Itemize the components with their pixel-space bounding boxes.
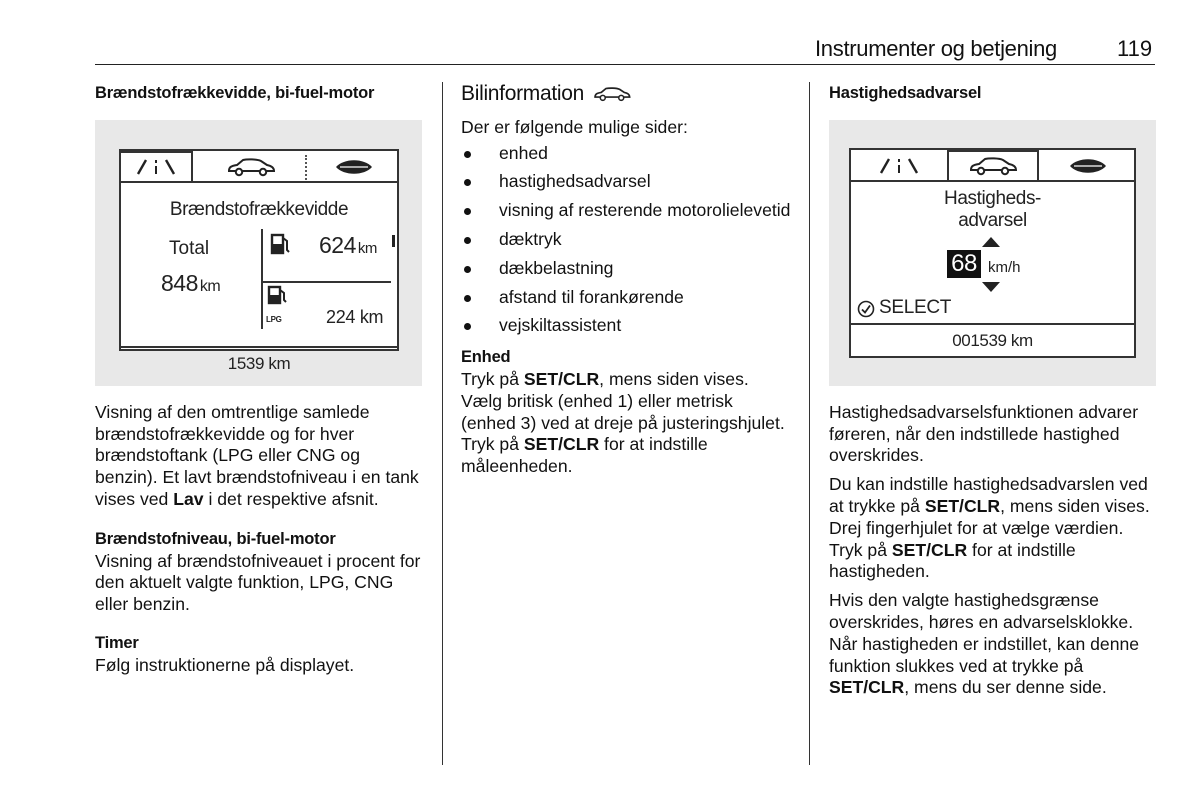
lpg-label: LPG xyxy=(266,314,282,324)
odometer-divider xyxy=(121,346,397,348)
speed-warning-figure xyxy=(829,120,1156,386)
display-title-line1: Hastigheds- xyxy=(944,187,1041,209)
odometer: 001539 km xyxy=(952,330,1033,350)
car-icon xyxy=(967,156,1019,176)
tank1-range-value: 624 xyxy=(319,231,356,258)
tabs-underline xyxy=(193,181,397,183)
road-icon xyxy=(877,157,921,175)
tabs-underline-right xyxy=(1039,180,1134,182)
speed-warning-setting: Du kan indstille hastighedsadvarslen ved at trykke på SET/CLR, mens siden vises. Drej fingerhjulet for at vælge værdien. Tryk på SET/CLR for at indstille hastigheden. xyxy=(829,474,1150,582)
vehicle-info-title: Bilinformation xyxy=(461,82,585,105)
total-range-value: 848 xyxy=(161,269,198,296)
arrow-down-icon xyxy=(981,281,1001,293)
tabs-underline-left xyxy=(851,180,947,182)
header-rule xyxy=(95,64,1155,65)
leaf-icon xyxy=(1068,157,1108,175)
fuel-range-figure xyxy=(95,120,422,386)
list-item: vejskiltassistent xyxy=(461,315,791,337)
section-title: Instrumenter og betjening xyxy=(815,36,1057,61)
total-range xyxy=(161,269,221,298)
timer-description: Følg instruktionerne på displayet. xyxy=(95,654,355,675)
tank-divider-vertical xyxy=(261,229,263,329)
fuel-pump-icon xyxy=(269,233,291,257)
list-item: hastighedsadvarsel xyxy=(461,171,791,193)
tank2-range: 224 km xyxy=(326,306,384,327)
speed-warning-heading: Hastighedsadvarsel xyxy=(829,84,982,102)
column-divider-2 xyxy=(809,82,810,765)
tab-trip xyxy=(119,151,193,183)
pages-intro: Der er følgende mulige sider: xyxy=(461,116,688,137)
pages-list xyxy=(461,143,791,338)
tank-divider-horizontal xyxy=(261,281,391,283)
timer-heading: Timer xyxy=(95,633,139,652)
column-divider-1 xyxy=(442,82,443,765)
list-item: dæktryk xyxy=(461,229,791,251)
list-item: visning af resterende motorolielevetid xyxy=(461,200,791,222)
leaf-icon xyxy=(334,158,374,176)
arrow-up-icon xyxy=(981,236,1001,248)
fuel-level-description: Visning af brændstofniveauet i procent for den aktuelt valgte funktion, LPG, CNG eller benzin. xyxy=(95,550,421,615)
fuel-range-heading: Brændstofrækkevidde, bi-fuel-motor xyxy=(95,84,375,102)
tab-vehicle xyxy=(947,150,1039,182)
total-label: Total xyxy=(169,237,210,259)
tank1-range xyxy=(319,231,377,260)
display-tabs xyxy=(851,150,1134,182)
column-2 xyxy=(461,83,791,478)
page-number: 119 xyxy=(1117,36,1153,61)
display-tabs xyxy=(121,151,397,183)
speed-unit: km/h xyxy=(988,258,1021,276)
vehicle-info-heading xyxy=(461,83,791,105)
display-title-line2: advarsel xyxy=(958,209,1027,231)
odometer: 1539 km xyxy=(227,353,291,373)
list-item: afstand til forankørende xyxy=(461,287,791,309)
speed-value-box: 68 xyxy=(947,250,981,278)
display-scrollbar xyxy=(392,235,395,247)
display-title: Brændstofrækkevidde xyxy=(169,198,349,220)
odometer-divider xyxy=(851,323,1134,325)
speed-warning-description: Hastighedsadvarselsfunktionen advarer føreren, når den indstillede hastighed overskrides. xyxy=(829,401,1139,466)
list-item: enhed xyxy=(461,143,791,165)
road-icon xyxy=(134,158,178,176)
fuel-level-heading: Brændstofniveau, bi-fuel-motor xyxy=(95,529,336,548)
fuel-range-description: Visning af den omtrentlige samlede brændstofrækkevidde og for hver brændstoftank (LPG eller CNG og benzin). Et lavt brændstofniveau i en tank vises ved Lav i det respektive afsnit. xyxy=(95,401,419,509)
select-label: SELECT xyxy=(879,296,952,318)
car-icon xyxy=(225,157,277,177)
list-item: dækbelastning xyxy=(461,258,791,280)
check-circle-icon xyxy=(857,300,875,318)
car-icon xyxy=(592,85,632,103)
column-1 xyxy=(95,83,425,677)
unit-heading: Enhed xyxy=(461,348,511,367)
tank1-range-unit: km xyxy=(357,239,377,257)
tab-trip xyxy=(853,150,945,182)
tab-eco xyxy=(311,151,397,183)
speed-warning-exceeded: Hvis den valgte hastighedsgrænse overskrides, høres en advarselsklokke. Når hastigheden er indstillet, kan denne funktion slukkes ved at trykke på SET/CLR, mens du ser denne side. xyxy=(829,590,1140,698)
fuel-range-display xyxy=(119,149,399,373)
tab-vehicle xyxy=(201,151,301,183)
tab-separator xyxy=(305,155,307,183)
total-range-unit: km xyxy=(199,277,221,295)
column-3 xyxy=(829,83,1159,699)
speed-warning-display xyxy=(849,148,1136,358)
tab-eco xyxy=(1043,150,1133,182)
unit-description: Tryk på SET/CLR, mens siden vises. Vælg britisk (enhed 1) eller metrisk (enhed 3) ved at dreje på justeringshjulet. Tryk på SET/CLR for at indstille måleenheden. xyxy=(461,368,785,477)
